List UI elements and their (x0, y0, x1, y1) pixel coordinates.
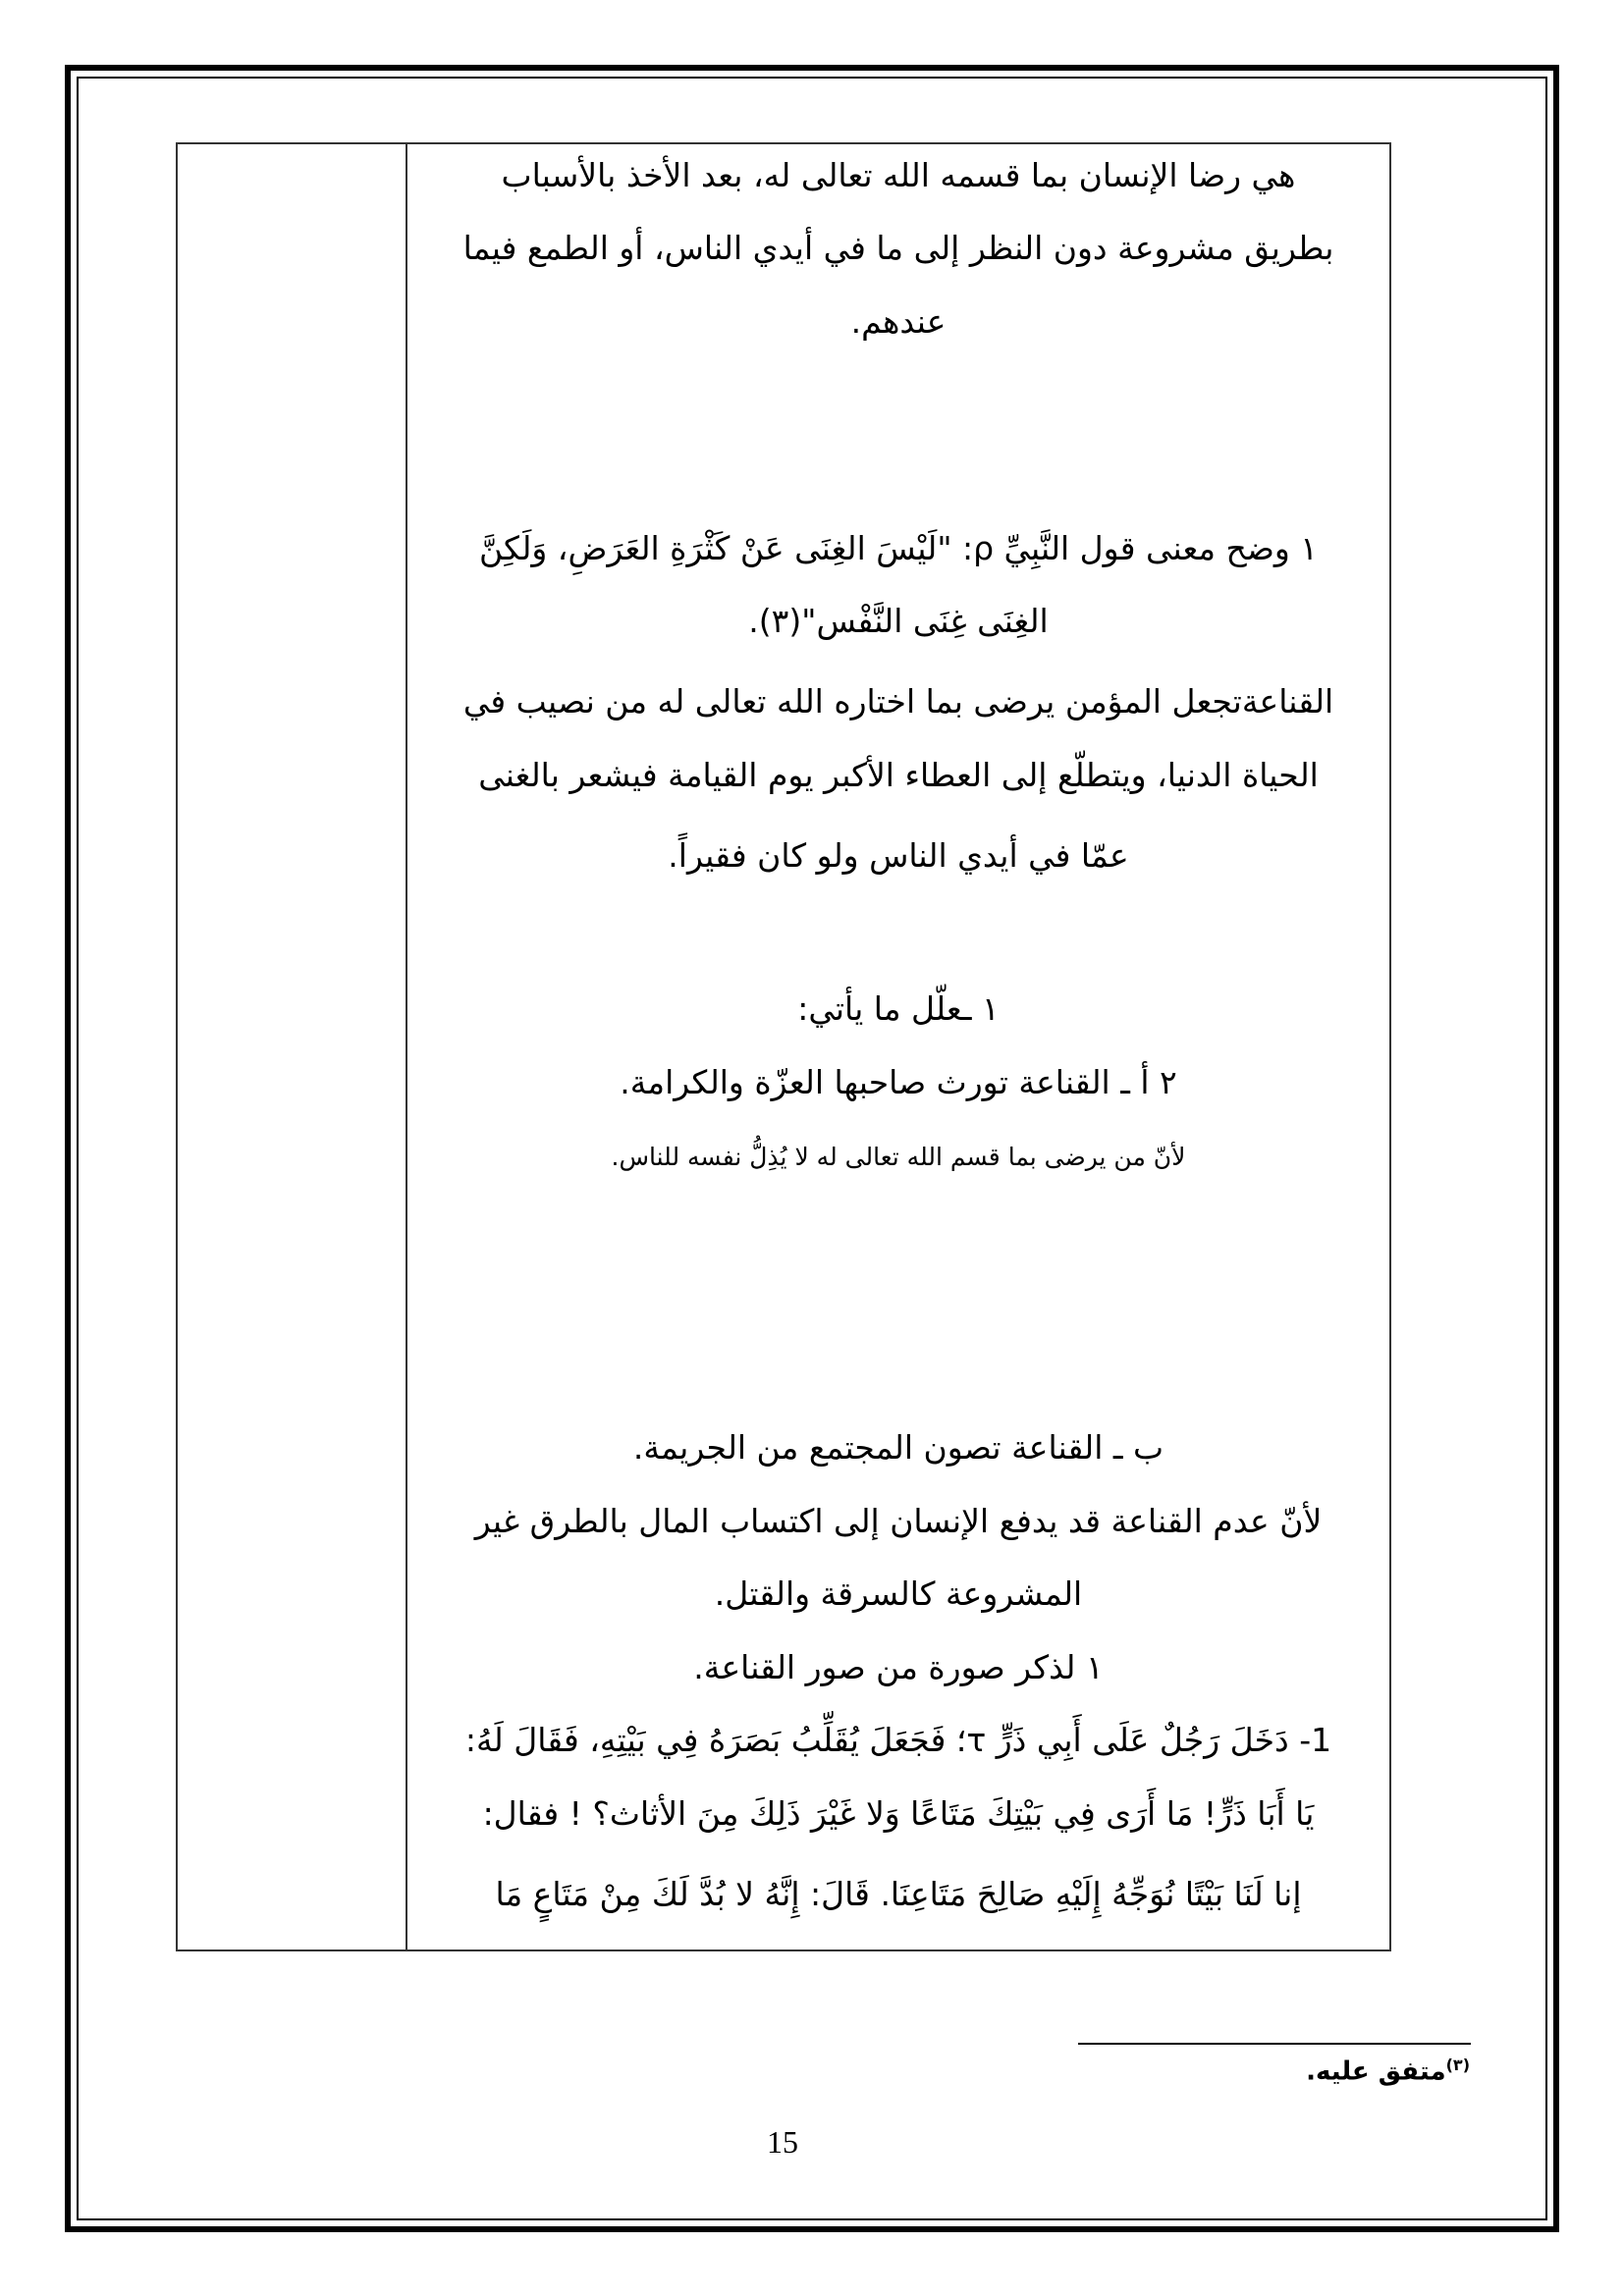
question-3: ١ لذكر صورة من صور القناعة. (693, 1648, 1104, 1686)
table-column-divider (406, 142, 407, 1951)
definition-line-2: بطريق مشروعة دون النظر إلى ما في أيدي الناس، أو الطمع فيما (462, 229, 1334, 267)
story-line-3: إنا لَنَا بَيْتًا نُوَجِّهُ إِلَيْهِ صَالِحَ مَتَاعِنَا. قَالَ: إِنَّهُ لا بُدَّ لَكَ مِنْ مَتَاعٍ مَا (495, 1875, 1302, 1913)
question-1-line-2: الغِنَى غِنَى النَّفْس"(٣). (748, 602, 1049, 640)
answer-1-line-1: القناعةتجعل المؤمن يرضى بما اختاره الله تعالى له من نصيب في (462, 682, 1334, 721)
page-number: 15 (767, 2124, 798, 2160)
question-2b: ب ـ القناعة تصون المجتمع من الجريمة. (632, 1428, 1164, 1467)
answer-1-line-2: الحياة الدنيا، ويتطلّع إلى العطاء الأكبر يوم القيامة فيشعر بالغنى (478, 756, 1319, 794)
definition-line-1: هي رضا الإنسان بما قسمه الله تعالى له، بعد الأخذ بالأسباب (501, 156, 1296, 194)
footnote (1306, 2056, 1470, 2087)
question-2a: ٢ أ ـ القناعة تورث صاحبها العزّة والكرامة. (620, 1063, 1177, 1101)
answer-1-line-3: عمّا في أيدي الناس ولو كان فقيراً. (668, 836, 1129, 875)
answer-2a: لأنّ من يرضى بما قسم الله تعالى له لا يُذِلُّ نفسه للناس. (611, 1143, 1186, 1171)
footnote-marker: (٣) (1445, 2056, 1470, 2074)
footnote-text: متفق عليه. (1306, 2056, 1446, 2087)
question-2-heading: ١ ـعلّل ما يأتي: (797, 989, 1000, 1028)
story-line-1: 1- دَخَلَ رَجُلٌ عَلَى أَبِي ذَرٍّ τ؛ فَجَعَلَ يُقَلِّبُ بَصَرَهُ فِي بَيْتِهِ، فَقَالَ لَهُ: (464, 1721, 1332, 1759)
question-1-line-1: ١ وضح معنى قول النَّبِيِّ ρ: "لَيْسَ الغِنَى عَنْ كَثْرَةِ العَرَضِ، وَلَكِنَّ (478, 529, 1319, 567)
answer-2b-line-2: المشروعة كالسرقة والقتل. (714, 1575, 1083, 1613)
answer-2b-line-1: لأنّ عدم القناعة قد يدفع الإنسان إلى اكتساب المال بالطرق غير (474, 1502, 1323, 1540)
footnote-separator (1078, 2043, 1471, 2045)
story-line-2: يَا أَبَا ذَرٍّ! مَا أَرَى فِي بَيْتِكَ مَتَاعًا وَلا غَيْرَ ذَلِكَ مِنَ الأثاث؟ ! فقال: (482, 1794, 1315, 1833)
definition-line-3: عندهم. (850, 302, 947, 341)
